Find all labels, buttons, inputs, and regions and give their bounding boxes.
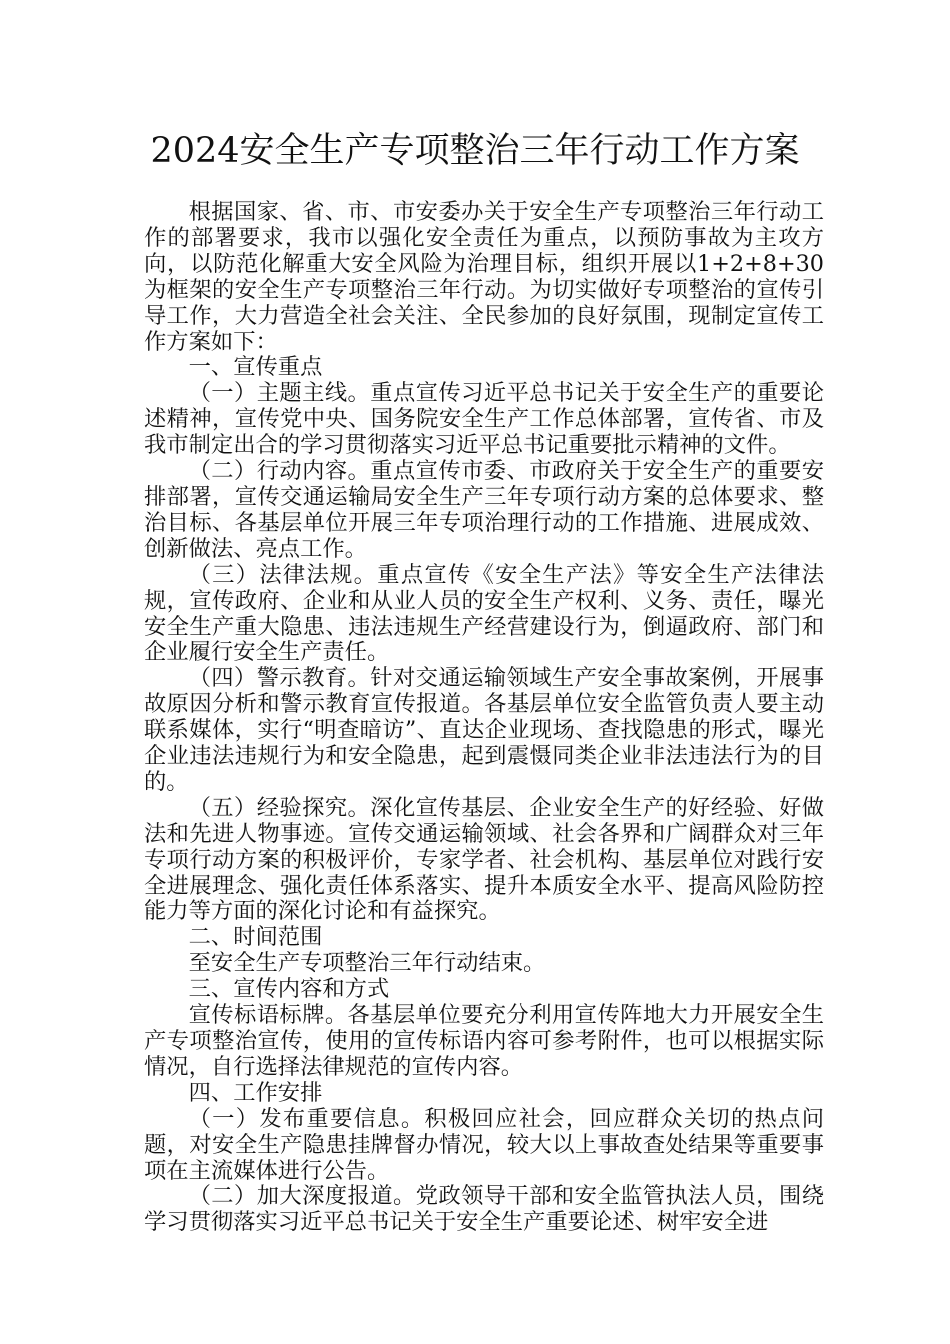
paragraph-publish-info: （一）发布重要信息。积极回应社会，回应群众关切的热点问题，对安全生产隐患挂牌督办情况，较大以上事故查处结果等重要事项在主流媒体进行公告。 bbox=[144, 1105, 824, 1184]
paragraph-laws: （三）法律法规。重点宣传《安全生产法》等安全生产法律法规，宣传政府、企业和从业人员的安全生产权利、义务、责任，曝光安全生产重大隐患、违法违规生产经营建设行为，倒逼政府、部门和企业履行安全生产责任。 bbox=[144, 561, 824, 666]
document-body bbox=[144, 200, 824, 1236]
paragraph-theme: （一）主题主线。重点宣传习近平总书记关于安全生产的重要论述精神，宣传党中央、国务院安全生产工作总体部署，宣传省、市及我市制定出合的学习贯彻落实习近平总书记重要批示精神的文件。 bbox=[144, 380, 824, 459]
intro-paragraph: 根据国家、省、市、市安委办关于安全生产专项整治三年行动工作的部署要求，我市以强化安全责任为重点，以预防事故为主攻方向，以防范化解重大安全风险为治理目标，组织开展以1+2+8+30为框架的安全生产专项整治三年行动。为切实做好专项整治的宣传引导工作，大力营造全社会关注、全民参加的良好氛围，现制定宣传工作方案如下： bbox=[144, 199, 824, 355]
paragraph-slogans: 宣传标语标牌。各基层单位要充分利用宣传阵地大力开展安全生产专项整治宣传，使用的宣传标语内容可参考附件，也可以根据实际情况，自行选择法律规范的宣传内容。 bbox=[144, 1002, 824, 1080]
paragraph-experience: （五）经验探究。深化宣传基层、企业安全生产的好经验、好做法和先进人物事迹。宣传交通运输领域、社会各界和广阔群众对三年专项行动方案的积极评价，专家学者、社会机构、基层单位对践行安全进展理念、强化责任体系落实、提升本质安全水平、提高风险防控能力等方面的深化讨论和有益探究。 bbox=[144, 794, 824, 925]
document-title: 2024安全生产专项整治三年行动工作方案 bbox=[150, 131, 800, 171]
paragraph-in-depth-reports: （二）加大深度报道。党政领导干部和安全监管执法人员，围绕学习贯彻落实习近平总书记关于安全生产重要论述、树牢安全进 bbox=[144, 1183, 824, 1236]
paragraph-time-range: 至安全生产专项整治三年行动结束。 bbox=[188, 950, 546, 977]
section-heading-1: 一、宣传重点 bbox=[188, 354, 323, 381]
section-heading-4: 四、工作安排 bbox=[188, 1079, 323, 1106]
section-heading-3: 三、宣传内容和方式 bbox=[188, 976, 390, 1003]
paragraph-action-content: （二）行动内容。重点宣传市委、市政府关于安全生产的重要安排部署，宣传交通运输局安全生产三年专项行动方案的总体要求、整治目标、各基层单位开展三年专项治理行动的工作措施、进展成效、创新做法、亮点工作。 bbox=[144, 458, 824, 562]
section-heading-2: 二、时间范围 bbox=[188, 924, 323, 951]
paragraph-warning-education: （四）警示教育。针对交通运输领域生产安全事故案例，开展事故原因分析和警示教育宣传报道。各基层单位安全监管负责人要主动联系媒体，实行“明查暗访”、直达企业现场、查找隐患的形式，曝光企业违法违规行为和安全隐患，起到震慑同类企业非法违法行为的目的。 bbox=[144, 665, 824, 795]
